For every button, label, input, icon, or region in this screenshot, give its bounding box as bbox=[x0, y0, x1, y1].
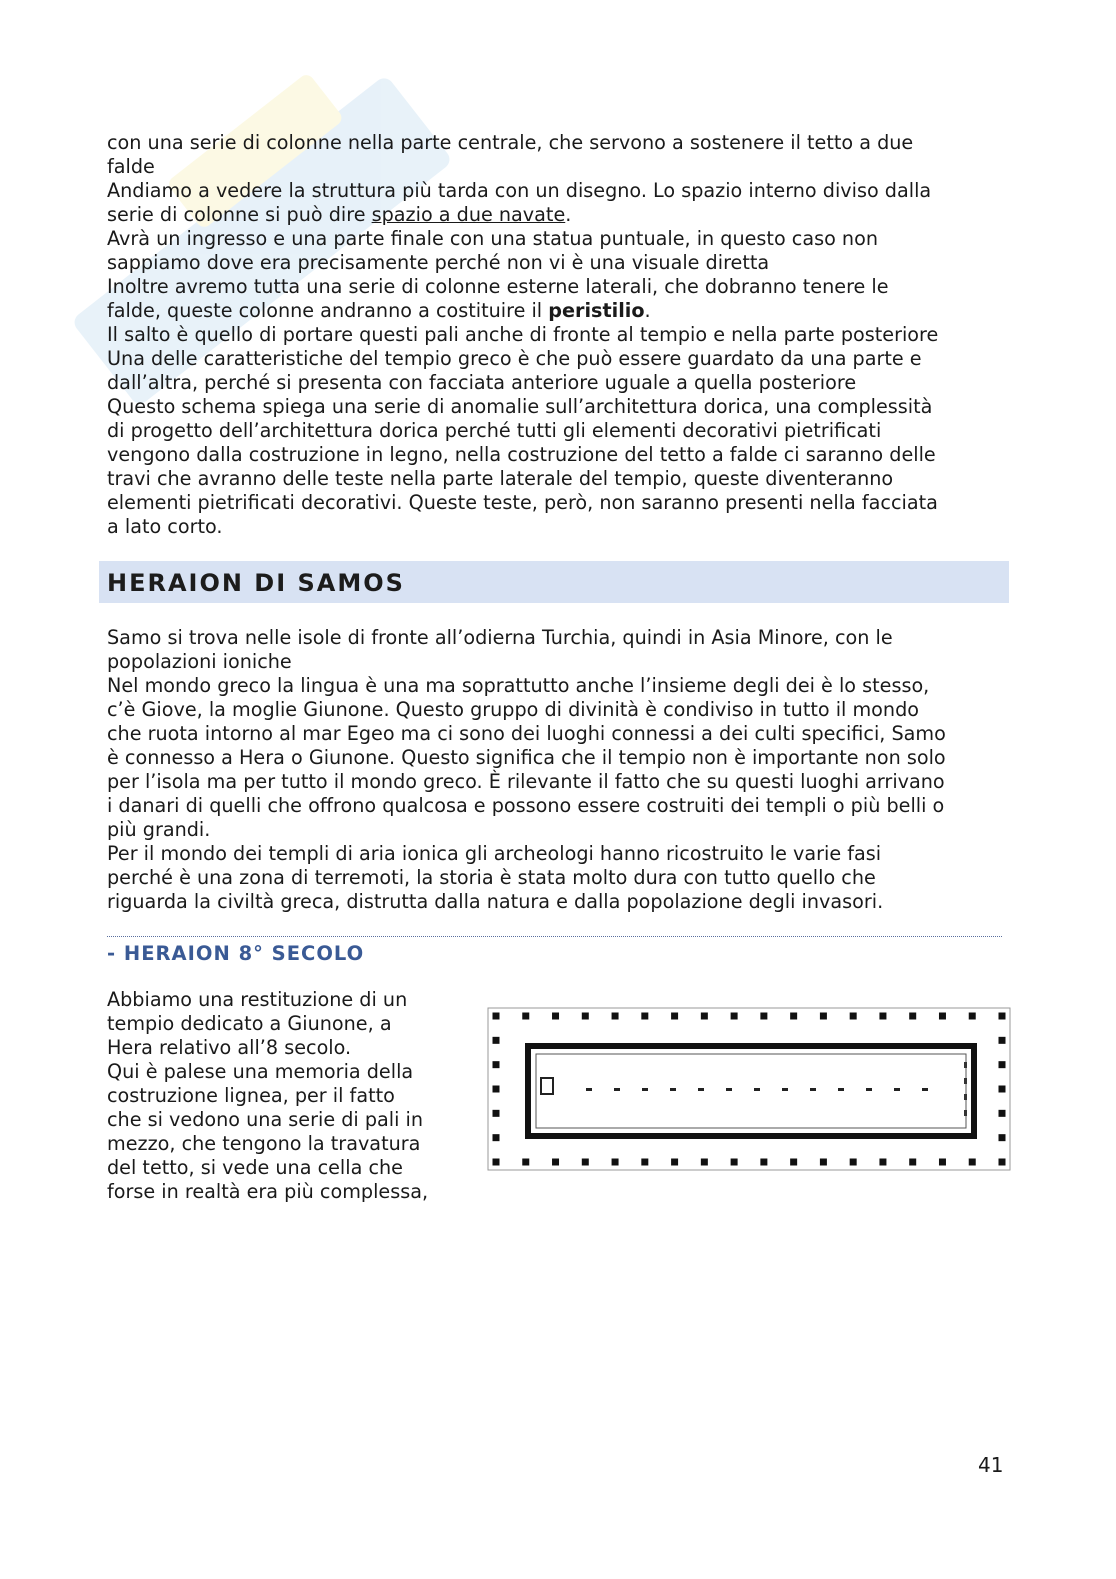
column-dot bbox=[999, 1061, 1006, 1068]
text-line: travi che avranno delle teste nella parte laterale del tempio, queste diventeranno bbox=[107, 467, 894, 490]
column-dot bbox=[820, 1159, 827, 1166]
text-line: Questo schema spiega una serie di anomalie sull’architettura dorica, una complessità bbox=[107, 395, 933, 418]
text-line: Inoltre avremo tutta una serie di colonne esterne laterali, che dobranno tenere le bbox=[107, 275, 889, 298]
text-line: Una delle caratteristiche del tempio greco è che può essere guardato da una parte e bbox=[107, 347, 922, 370]
temple-plan-figure bbox=[486, 1004, 1012, 1174]
page-number: 41 bbox=[978, 1453, 1004, 1477]
figure-frame bbox=[488, 1008, 1010, 1170]
central-column bbox=[810, 1088, 816, 1091]
text-line: perché è una zona di terremoti, la storia è stata molto dura con tutto quello che bbox=[107, 866, 876, 889]
column-dot bbox=[790, 1013, 797, 1020]
column-dot bbox=[493, 1086, 500, 1093]
column-dot bbox=[999, 1086, 1006, 1093]
central-column bbox=[922, 1088, 928, 1091]
text-line: del tetto, si vede una cella che bbox=[107, 1156, 403, 1179]
column-dot bbox=[909, 1159, 916, 1166]
column-dot bbox=[969, 1013, 976, 1020]
column-dot bbox=[939, 1159, 946, 1166]
column-dot bbox=[493, 1110, 500, 1117]
text-line: è connesso a Hera o Giunone. Questo significa che il tempio non è importante non solo bbox=[107, 746, 946, 769]
central-column bbox=[782, 1088, 788, 1091]
text-line: elementi pietrificati decorativi. Queste teste, però, non saranno presenti nella facciata bbox=[107, 491, 938, 514]
column-dot bbox=[969, 1159, 976, 1166]
column-dot bbox=[731, 1159, 738, 1166]
underlined-term: spazio a due navate bbox=[371, 203, 566, 226]
cella-outline bbox=[528, 1046, 974, 1136]
text-line: con una serie di colonne nella parte centrale, che servono a sostenere il tetto a due bbox=[107, 131, 914, 154]
text-line: che si vedono una serie di pali in bbox=[107, 1108, 424, 1131]
intro-text bbox=[107, 131, 1007, 539]
column-dot bbox=[641, 1159, 648, 1166]
column-dot bbox=[999, 1110, 1006, 1117]
dotted-divider bbox=[107, 936, 1002, 937]
text-line: Abbiamo una restituzione di un bbox=[107, 988, 408, 1011]
text-line: Avrà un ingresso e una parte finale con una statua puntuale, in questo caso non bbox=[107, 227, 878, 250]
column-dot bbox=[493, 1134, 500, 1141]
text-line: Andiamo a vedere la struttura più tarda con un disegno. Lo spazio interno diviso dalla bbox=[107, 179, 932, 202]
text-line: falde bbox=[107, 155, 155, 178]
column-dot bbox=[850, 1013, 857, 1020]
bold-term: peristilio bbox=[548, 299, 645, 322]
column-dot bbox=[552, 1013, 559, 1020]
text-line: riguarda la civiltà greca, distrutta dalla natura e dalla popolazione degli invasori. bbox=[107, 890, 884, 913]
column-dot bbox=[790, 1159, 797, 1166]
text-line: i danari di quelli che offrono qualcosa e possono essere costruiti dei templi o più belli o bbox=[107, 794, 945, 817]
text-line: mezzo, che tengono la travatura bbox=[107, 1132, 421, 1155]
column-dot bbox=[701, 1159, 708, 1166]
column-dot bbox=[701, 1013, 708, 1020]
text-line: falde, queste colonne andranno a costituire il peristilio. bbox=[107, 299, 651, 322]
text-line: serie di colonne si può dire spazio a due navate. bbox=[107, 203, 572, 226]
text-line: Hera relativo all’8 secolo. bbox=[107, 1036, 352, 1059]
column-dot bbox=[820, 1013, 827, 1020]
column-dot bbox=[522, 1013, 529, 1020]
text-line: c’è Giove, la moglie Giunone. Questo gruppo di divinità è condiviso in tutto il mondo bbox=[107, 698, 919, 721]
column-dot bbox=[493, 1159, 500, 1166]
central-column bbox=[838, 1088, 844, 1091]
text-line: Samo si trova nelle isole di fronte all’odierna Turchia, quindi in Asia Minore, con le bbox=[107, 626, 893, 649]
text-line: Qui è palese una memoria della bbox=[107, 1060, 414, 1083]
text-line: tempio dedicato a Giunone, a bbox=[107, 1012, 392, 1035]
column-dot bbox=[760, 1013, 767, 1020]
column-dot bbox=[493, 1061, 500, 1068]
central-column bbox=[586, 1088, 592, 1091]
heraion-text-left bbox=[107, 988, 467, 1204]
column-dot bbox=[493, 1037, 500, 1044]
text-line: forse in realtà era più complessa, bbox=[107, 1180, 429, 1203]
text-line: popolazioni ioniche bbox=[107, 650, 292, 673]
column-dot bbox=[760, 1159, 767, 1166]
column-dot bbox=[671, 1013, 678, 1020]
text-line: di progetto dell’architettura dorica perché tutti gli elementi decorativi pietrificati bbox=[107, 419, 882, 442]
subheading: - HERAION 8° SECOLO bbox=[107, 942, 365, 965]
column-dot bbox=[999, 1159, 1006, 1166]
text-line: che ruota intorno al mar Egeo ma ci sono dei luoghi connessi a dei culti specifici, Samo bbox=[107, 722, 946, 745]
column-dot bbox=[731, 1013, 738, 1020]
column-dot bbox=[939, 1013, 946, 1020]
central-column bbox=[754, 1088, 760, 1091]
column-dot bbox=[671, 1159, 678, 1166]
text-line: Nel mondo greco la lingua è una ma soprattutto anche l’insieme degli dei è lo stesso, bbox=[107, 674, 930, 697]
central-column bbox=[894, 1088, 900, 1091]
column-dot bbox=[999, 1013, 1006, 1020]
column-dot bbox=[582, 1013, 589, 1020]
central-column bbox=[726, 1088, 732, 1091]
text-line: vengono dalla costruzione in legno, nella costruzione del tetto a falde ci saranno delle bbox=[107, 443, 936, 466]
column-dot bbox=[999, 1134, 1006, 1141]
text-line: Per il mondo dei templi di aria ionica gli archeologi hanno ricostruito le varie fasi bbox=[107, 842, 882, 865]
text-line: costruzione lignea, per il fatto bbox=[107, 1084, 395, 1107]
text-line: dall’altra, perché si presenta con facciata anteriore uguale a quella posteriore bbox=[107, 371, 857, 394]
column-dot bbox=[879, 1013, 886, 1020]
peristyle-columns bbox=[488, 1008, 1010, 1170]
central-column bbox=[642, 1088, 648, 1091]
column-dot bbox=[641, 1013, 648, 1020]
column-dot bbox=[522, 1159, 529, 1166]
samos-text bbox=[107, 626, 1007, 914]
section-header bbox=[99, 561, 1009, 603]
section-title: HERAION DI SAMOS bbox=[107, 569, 405, 597]
text-line: più grandi. bbox=[107, 818, 211, 841]
text-line: Il salto è quello di portare questi pali anche di fronte al tempio e nella parte posteriore bbox=[107, 323, 939, 346]
text-line: sappiamo dove era precisamente perché non vi è una visuale diretta bbox=[107, 251, 770, 274]
column-dot bbox=[612, 1013, 619, 1020]
column-dot bbox=[999, 1037, 1006, 1044]
column-dot bbox=[552, 1159, 559, 1166]
column-dot bbox=[909, 1013, 916, 1020]
central-column bbox=[698, 1088, 704, 1091]
text-line: a lato corto. bbox=[107, 515, 223, 538]
central-column bbox=[866, 1088, 872, 1091]
text-line: per l’isola ma per tutto il mondo greco. È rilevante il fatto che su questi luoghi arrivano bbox=[107, 770, 945, 793]
column-dot bbox=[850, 1159, 857, 1166]
central-column bbox=[614, 1088, 620, 1091]
column-dot bbox=[879, 1159, 886, 1166]
column-dot bbox=[582, 1159, 589, 1166]
column-dot bbox=[612, 1159, 619, 1166]
central-column-line bbox=[586, 1088, 928, 1091]
statue-base bbox=[541, 1078, 553, 1094]
central-column bbox=[670, 1088, 676, 1091]
column-dot bbox=[493, 1013, 500, 1020]
